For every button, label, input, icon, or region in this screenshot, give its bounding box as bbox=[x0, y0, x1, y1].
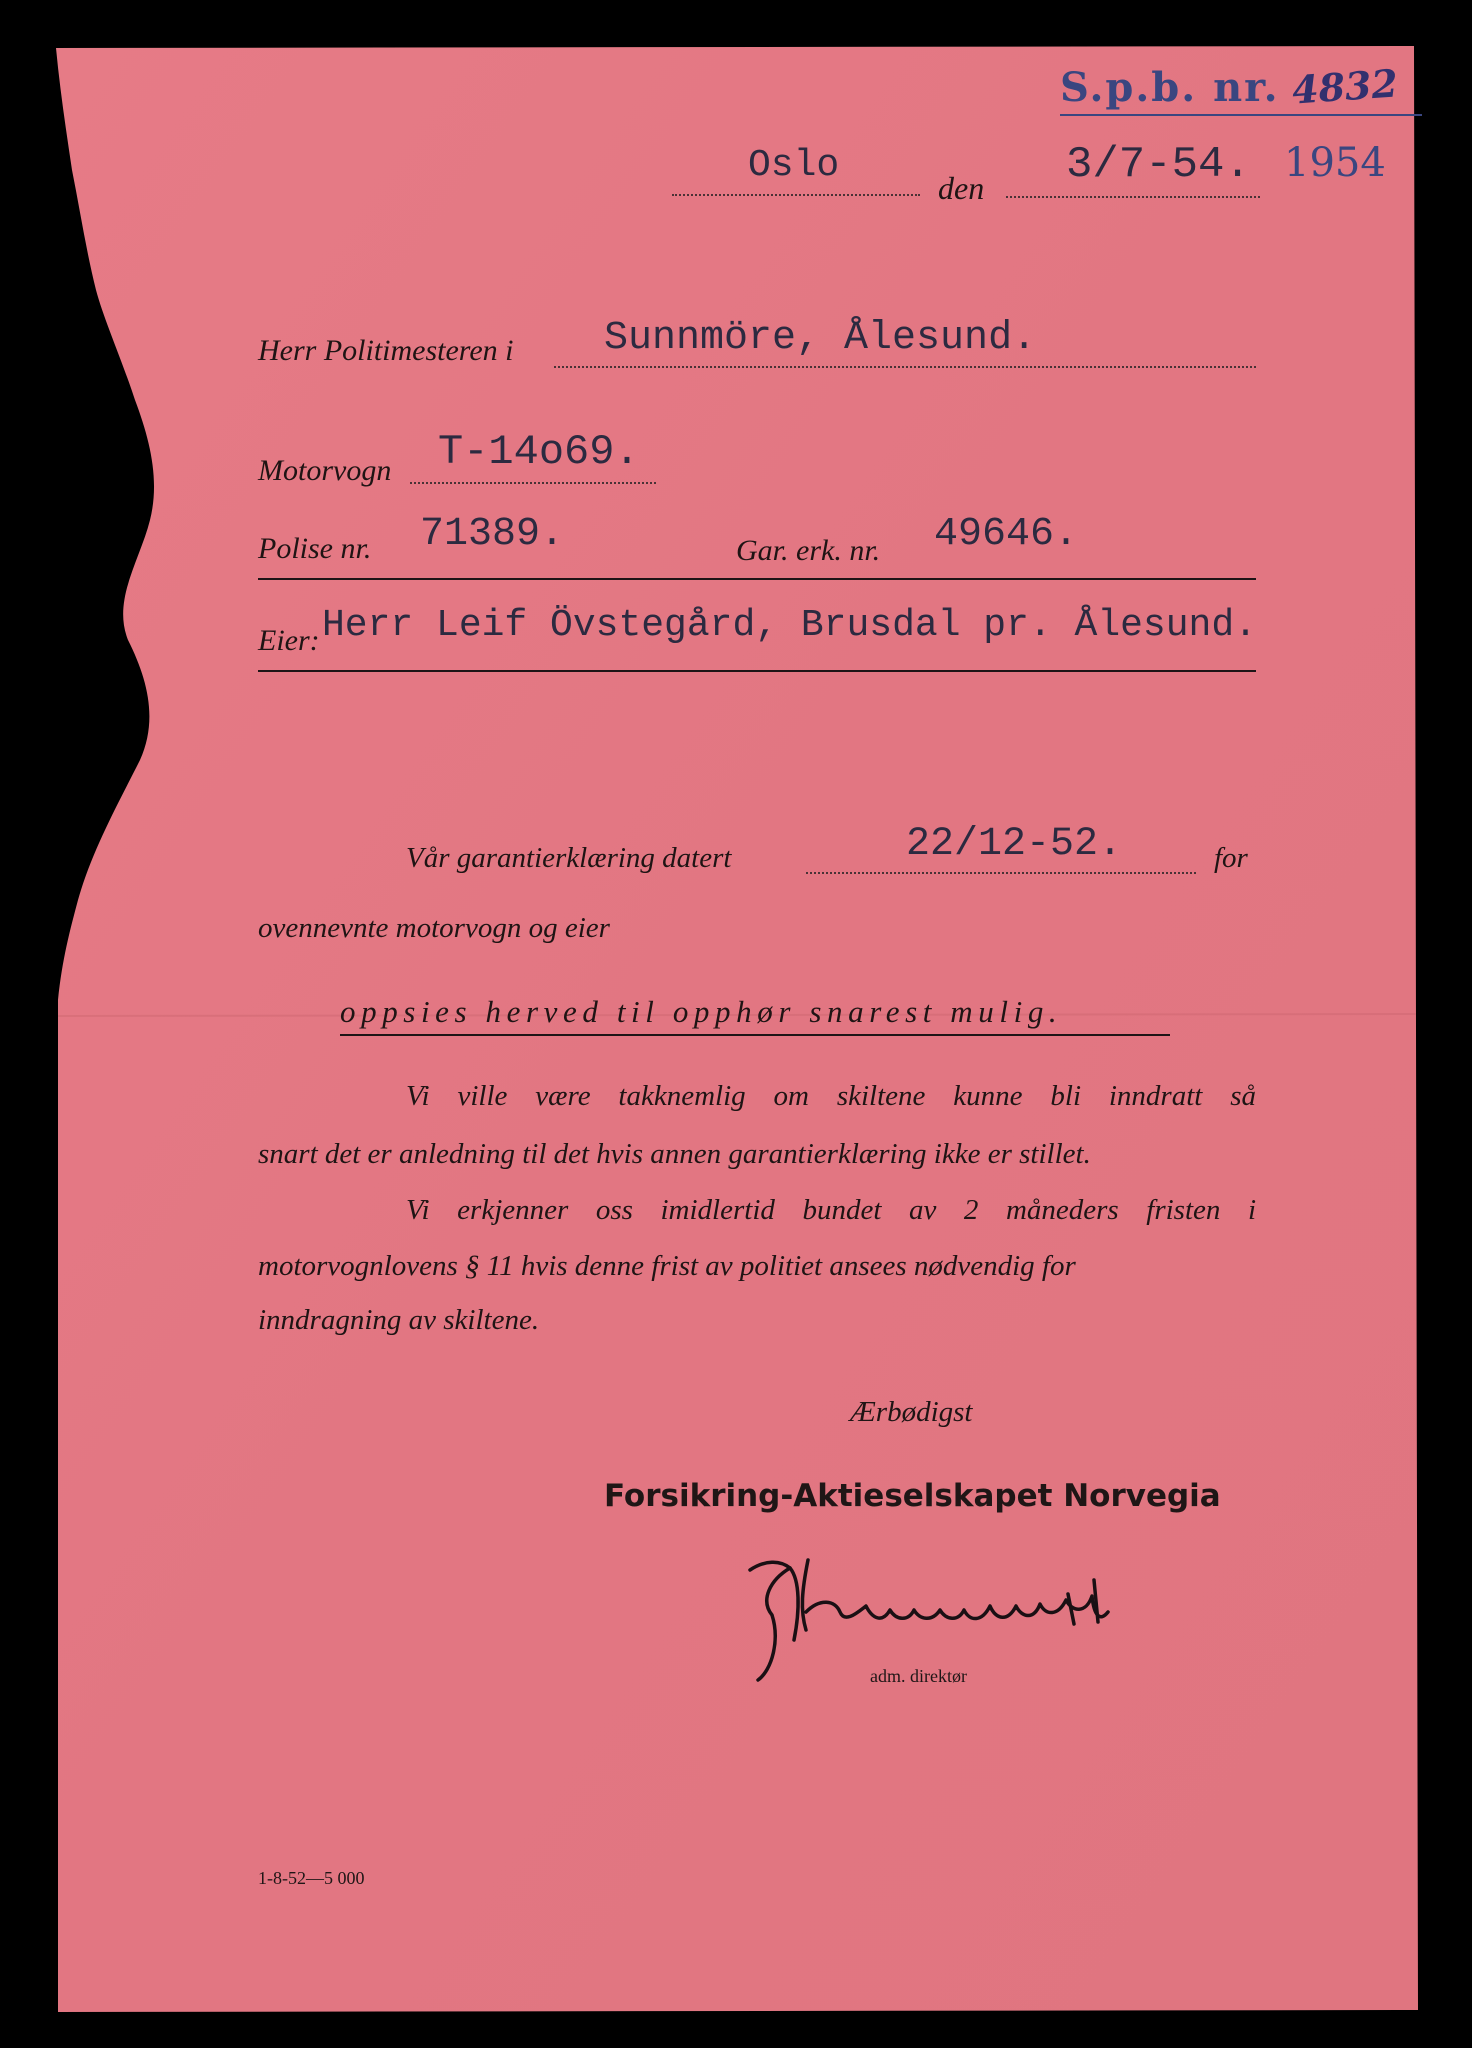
notice-rule bbox=[340, 1034, 1170, 1036]
date-dots bbox=[1006, 196, 1260, 198]
place-value: Oslo bbox=[748, 144, 840, 187]
gar-value: 49646. bbox=[934, 512, 1079, 557]
spb-rule bbox=[1060, 114, 1422, 116]
body-line1-end: for bbox=[1214, 842, 1248, 874]
para1-line1: Vi ville være takknemlig om skiltene kunne bli inndratt så bbox=[406, 1080, 1256, 1112]
place-dots bbox=[672, 194, 920, 196]
body-line1-dots bbox=[806, 872, 1196, 874]
body-line1-value: 22/12-52. bbox=[906, 822, 1123, 867]
body-line2: ovennevnte motorvogn og eier bbox=[258, 912, 610, 944]
spb-number: 4832 bbox=[1290, 60, 1400, 113]
closing-greeting: Ærbødigst bbox=[850, 1396, 973, 1428]
date-value: 3/7-54. bbox=[1066, 140, 1251, 190]
polise-value: 71389. bbox=[420, 512, 565, 557]
polise-label: Polise nr. bbox=[258, 532, 372, 565]
gar-label: Gar. erk. nr. bbox=[736, 534, 881, 567]
signatory-title: adm. direktør bbox=[870, 1666, 967, 1686]
print-code: 1-8-52—5 000 bbox=[258, 1868, 365, 1888]
motorvogn-value: T-14o69. bbox=[438, 428, 640, 476]
eier-label: Eier: bbox=[258, 624, 320, 657]
para2-line3: inndragning av skiltene. bbox=[258, 1304, 540, 1336]
recipient-value: Sunnmöre, Ålesund. bbox=[604, 316, 1037, 361]
vehicle-rule-1 bbox=[258, 578, 1256, 580]
eier-value: Herr Leif Övstegård, Brusdal pr. Ålesund. bbox=[322, 604, 1257, 647]
spb-label: S.p.b. nr. bbox=[1060, 64, 1280, 111]
company-name: Forsikring-Aktieselskapet Norvegia bbox=[604, 1478, 1221, 1514]
den-label: den bbox=[938, 170, 985, 206]
para1-line2: snart det er anledning til det hvis annen garantierklæring ikke er stillet. bbox=[258, 1138, 1091, 1170]
para2-line1: Vi erkjenner oss imidlertid bundet av 2 måneders fristen i bbox=[406, 1194, 1256, 1226]
para2-line2: motorvognlovens § 11 hvis denne frist av politiet ansees nødvendig for bbox=[258, 1250, 1076, 1282]
recipient-dots bbox=[554, 366, 1256, 368]
motorvogn-dots bbox=[410, 482, 656, 484]
body-line1-start: Vår garantierklæring datert bbox=[406, 842, 732, 874]
motorvogn-label: Motorvogn bbox=[258, 454, 392, 487]
recipient-label: Herr Politimesteren i bbox=[258, 334, 514, 367]
vehicle-rule-2 bbox=[258, 670, 1256, 672]
cancellation-notice: oppsies herved til opphør snarest mulig. bbox=[340, 994, 1063, 1029]
stamp-year: 1954 bbox=[1284, 140, 1386, 186]
